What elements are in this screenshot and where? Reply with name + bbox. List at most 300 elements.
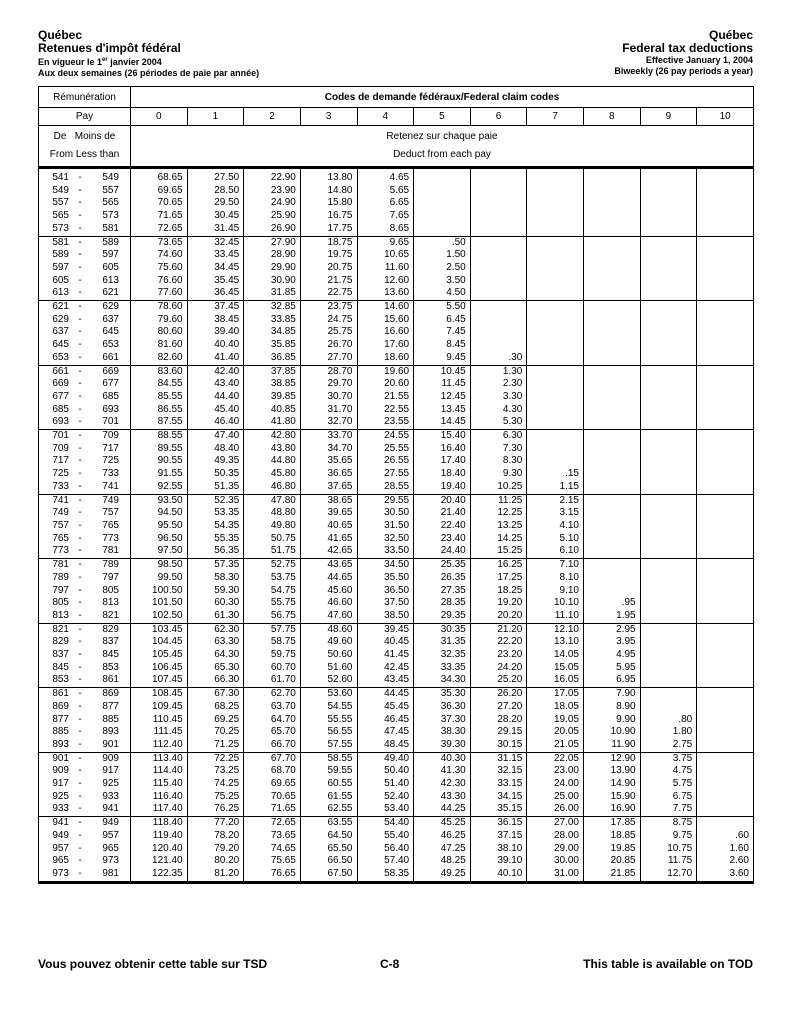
deduction-value	[640, 572, 697, 585]
deduction-value: 22.90	[244, 172, 301, 185]
pay-range	[39, 197, 131, 210]
deduction-value: 60.30	[187, 597, 244, 610]
deduction-value	[697, 236, 754, 249]
deduction-value: 43.40	[187, 378, 244, 391]
deduction-value: 87.55	[131, 416, 188, 429]
range-from: 877	[52, 713, 69, 725]
range-to: 549	[102, 172, 119, 183]
deduction-value: 101.50	[131, 597, 188, 610]
deduction-value	[584, 249, 641, 262]
deduction-value: 13.10	[527, 636, 584, 649]
deduction-value: 14.25	[470, 533, 527, 546]
deduction-value	[640, 404, 697, 417]
range-from: 645	[52, 339, 69, 351]
deduction-value: 17.40	[414, 455, 471, 468]
table-row	[39, 520, 754, 533]
deduction-value: 78.60	[131, 301, 188, 314]
deduction-value	[640, 185, 697, 198]
range-to: 909	[102, 752, 119, 764]
range-dash: -	[78, 313, 82, 325]
deduction-value: 73.25	[187, 765, 244, 778]
deduction-value: 51.60	[300, 662, 357, 675]
deduction-value: 45.25	[414, 817, 471, 830]
deduction-value: 45.40	[187, 404, 244, 417]
deduction-value	[697, 585, 754, 598]
deduction-value: 49.25	[414, 868, 471, 882]
range-from: 541	[52, 172, 69, 183]
pay-range	[39, 597, 131, 610]
claim-code-4: 4	[357, 108, 414, 126]
deduction-value: 1.15	[527, 481, 584, 494]
range-to: 701	[102, 416, 119, 428]
range-dash: -	[78, 507, 82, 519]
range-dash: -	[78, 726, 82, 738]
deduction-value	[640, 636, 697, 649]
range-from: 733	[52, 480, 69, 492]
deduction-value	[640, 545, 697, 558]
deduction-value	[640, 210, 697, 223]
deduction-value: 54.40	[357, 817, 414, 830]
deduction-value: 111.45	[131, 726, 188, 739]
deduction-value: 21.20	[470, 623, 527, 636]
deduction-value: 1.50	[414, 249, 471, 262]
table-row	[39, 339, 754, 352]
range-to: 893	[102, 726, 119, 738]
deduction-value: 72.65	[244, 817, 301, 830]
deduction-value: 46.25	[414, 830, 471, 843]
deduction-value: 34.45	[187, 262, 244, 275]
deduction-value: 33.35	[414, 662, 471, 675]
deduction-value: 119.40	[131, 830, 188, 843]
deduction-value: 23.55	[357, 416, 414, 429]
claim-code-1: 1	[187, 108, 244, 126]
deduction-value	[697, 803, 754, 816]
pay-range	[39, 688, 131, 701]
table-row	[39, 803, 754, 816]
deduction-value: 10.65	[357, 249, 414, 262]
deduction-value: 70.65	[244, 791, 301, 804]
range-from: 781	[52, 559, 69, 571]
deduction-value: 49.40	[357, 752, 414, 765]
pay-range	[39, 352, 131, 365]
deduction-value	[584, 210, 641, 223]
deduction-value: 45.45	[357, 701, 414, 714]
deduction-value	[640, 559, 697, 572]
deduction-value	[697, 610, 754, 623]
deduction-value: 114.40	[131, 765, 188, 778]
deduction-value: 32.35	[414, 649, 471, 662]
deduction-value: 70.25	[187, 726, 244, 739]
deduction-value	[697, 623, 754, 636]
deduction-value: 18.60	[357, 352, 414, 365]
range-from: 549	[52, 184, 69, 196]
deduction-value: 41.65	[300, 533, 357, 546]
deduction-value: 14.80	[300, 185, 357, 198]
deduction-value: 93.50	[131, 494, 188, 507]
deduction-value: 5.75	[640, 778, 697, 791]
deduction-value: 35.85	[244, 339, 301, 352]
deduction-value	[584, 559, 641, 572]
range-to: 981	[102, 867, 119, 879]
deduction-value: 25.20	[470, 674, 527, 687]
deduction-value	[697, 223, 754, 236]
deduction-value	[697, 817, 754, 830]
deduction-value	[640, 275, 697, 288]
deduction-value: 49.35	[187, 455, 244, 468]
deduction-value: 86.55	[131, 404, 188, 417]
deduction-value	[697, 597, 754, 610]
deduction-value: 62.30	[187, 623, 244, 636]
table-row	[39, 468, 754, 481]
range-dash: -	[78, 817, 82, 829]
deduction-value: 63.70	[244, 701, 301, 714]
deduction-value: 9.45	[414, 352, 471, 365]
table-row	[39, 287, 754, 300]
range-from: 853	[52, 674, 69, 686]
deduction-value: 41.30	[414, 765, 471, 778]
deduction-value	[640, 662, 697, 675]
deduction-value: 14.45	[414, 416, 471, 429]
deduction-value: 53.75	[244, 572, 301, 585]
deduction-value	[584, 301, 641, 314]
pay-range	[39, 378, 131, 391]
range-from: 829	[52, 636, 69, 648]
deduction-value: 26.35	[414, 572, 471, 585]
deduction-value: 16.40	[414, 443, 471, 456]
deduction-value: 53.35	[187, 507, 244, 520]
deduction-value: 36.65	[300, 468, 357, 481]
range-from: 629	[52, 313, 69, 325]
table-row	[39, 765, 754, 778]
deduction-value: 31.70	[300, 404, 357, 417]
deduction-value	[697, 352, 754, 365]
deduction-value: .60	[697, 830, 754, 843]
deduction-value: 4.95	[584, 649, 641, 662]
deduction-value: 46.40	[187, 416, 244, 429]
deduction-value: 30.15	[470, 739, 527, 752]
deduction-value	[697, 791, 754, 804]
table-row	[39, 533, 754, 546]
deduction-value: 28.55	[357, 481, 414, 494]
deduction-value	[697, 765, 754, 778]
deduction-value: 5.10	[527, 533, 584, 546]
range-dash: -	[78, 829, 82, 841]
range-from: 797	[52, 584, 69, 596]
deduction-value	[640, 365, 697, 378]
range-to: 661	[102, 351, 119, 363]
deduction-value	[584, 443, 641, 456]
deduction-value: 20.20	[470, 610, 527, 623]
deduction-value: 32.50	[357, 533, 414, 546]
deduction-value: 115.40	[131, 778, 188, 791]
deduction-value: 3.15	[527, 507, 584, 520]
deduction-value: 14.90	[584, 778, 641, 791]
deduction-value: 16.05	[527, 674, 584, 687]
deduction-value: 49.80	[244, 520, 301, 533]
deduction-value: 43.65	[300, 559, 357, 572]
deduction-value: 27.35	[414, 585, 471, 598]
pay-range	[39, 494, 131, 507]
deduction-value: 18.25	[470, 585, 527, 598]
deduction-value	[697, 339, 754, 352]
deduction-value: 100.50	[131, 585, 188, 598]
deduction-value: 12.45	[414, 391, 471, 404]
deduction-value: 80.20	[187, 855, 244, 868]
deduction-value	[697, 662, 754, 675]
deduction-value: 91.55	[131, 468, 188, 481]
range-to: 869	[102, 688, 119, 700]
range-dash: -	[78, 661, 82, 673]
deduction-value: 72.65	[131, 223, 188, 236]
range-from: 589	[52, 249, 69, 261]
table-row	[39, 649, 754, 662]
range-to: 749	[102, 494, 119, 506]
deduction-value: 16.75	[300, 210, 357, 223]
pay-range	[39, 236, 131, 249]
range-dash: -	[78, 480, 82, 492]
deduction-value: 32.85	[244, 301, 301, 314]
deduction-value: 74.25	[187, 778, 244, 791]
pay-range	[39, 249, 131, 262]
deduction-value: .80	[640, 714, 697, 727]
range-from: 933	[52, 803, 69, 815]
deduction-value: 13.90	[584, 765, 641, 778]
range-dash: -	[78, 378, 82, 390]
deduction-value: 69.25	[187, 714, 244, 727]
deduction-value: .30	[470, 352, 527, 365]
deduction-value	[697, 481, 754, 494]
deduction-value: 57.35	[187, 559, 244, 572]
province-fr: Québec	[38, 28, 83, 42]
deduction-value	[584, 326, 641, 339]
footer-right: This table is available on TOD	[583, 957, 753, 971]
table-row	[39, 868, 754, 882]
deduction-value	[527, 404, 584, 417]
deduction-value: 71.65	[244, 803, 301, 816]
deduction-value: .50	[414, 236, 471, 249]
range-dash: -	[78, 636, 82, 648]
deduction-value: 28.00	[527, 830, 584, 843]
deduction-value: 3.30	[470, 391, 527, 404]
deduction-value	[640, 455, 697, 468]
deduction-value: 121.40	[131, 855, 188, 868]
range-to: 613	[102, 274, 119, 286]
deduction-table	[38, 86, 754, 884]
deduction-value: 43.45	[357, 674, 414, 687]
range-to: 885	[102, 713, 119, 725]
table-row	[39, 172, 754, 185]
claim-code-10: 10	[697, 108, 754, 126]
deduction-value	[697, 739, 754, 752]
deduction-value: 21.40	[414, 507, 471, 520]
deduction-value: 47.45	[357, 726, 414, 739]
table-row	[39, 791, 754, 804]
deduction-value: 76.25	[187, 803, 244, 816]
range-from: 773	[52, 545, 69, 557]
deduction-value: 17.25	[470, 572, 527, 585]
deduction-value: 64.50	[300, 830, 357, 843]
deduction-value: 46.80	[244, 481, 301, 494]
range-dash: -	[78, 842, 82, 854]
pay-range	[39, 287, 131, 300]
range-from: 845	[52, 661, 69, 673]
range-to: 853	[102, 661, 119, 673]
table-row	[39, 701, 754, 714]
deduction-value: 12.10	[527, 623, 584, 636]
claim-code-5: 5	[414, 108, 471, 126]
deduction-value: 15.60	[357, 314, 414, 327]
deduction-value	[640, 649, 697, 662]
range-from: 901	[52, 752, 69, 764]
range-dash: -	[78, 765, 82, 777]
deduction-value: 35.65	[300, 455, 357, 468]
deduction-value	[697, 559, 754, 572]
range-from: 557	[52, 197, 69, 209]
deduction-value: 7.75	[640, 803, 697, 816]
range-from: 765	[52, 532, 69, 544]
deduction-value: 58.55	[300, 752, 357, 765]
range-from: 941	[52, 817, 69, 829]
range-to: 709	[102, 430, 119, 442]
deduction-value	[414, 185, 471, 198]
deduction-value: 58.30	[187, 572, 244, 585]
deduction-value: 29.15	[470, 726, 527, 739]
deduction-value: 37.45	[187, 301, 244, 314]
deduction-value: 113.40	[131, 752, 188, 765]
deduction-value	[527, 275, 584, 288]
range-from: 757	[52, 519, 69, 531]
deduction-value: 56.40	[357, 843, 414, 856]
deduction-value: 70.65	[131, 197, 188, 210]
range-from: 653	[52, 351, 69, 363]
deduction-value: 42.45	[357, 662, 414, 675]
range-dash: -	[78, 623, 82, 635]
range-to: 877	[102, 700, 119, 712]
table-row	[39, 714, 754, 727]
pay-range	[39, 572, 131, 585]
deduction-value: 41.80	[244, 416, 301, 429]
table-row	[39, 830, 754, 843]
deduction-value: 62.55	[300, 803, 357, 816]
deduction-value: 8.90	[584, 701, 641, 714]
deduction-value	[470, 223, 527, 236]
deduction-value: 2.15	[527, 494, 584, 507]
table-row	[39, 623, 754, 636]
deduction-value: 38.65	[300, 494, 357, 507]
deduction-value: 21.75	[300, 275, 357, 288]
pay-range	[39, 262, 131, 275]
pay-range	[39, 739, 131, 752]
deduction-value	[584, 533, 641, 546]
pay-range	[39, 868, 131, 882]
deduction-value: 26.00	[527, 803, 584, 816]
deduction-value: 13.80	[300, 172, 357, 185]
range-from: 605	[52, 274, 69, 286]
pay-range	[39, 545, 131, 558]
deduction-value	[697, 507, 754, 520]
deduction-value: 16.25	[470, 559, 527, 572]
deduction-value: 40.30	[414, 752, 471, 765]
deduction-value	[640, 443, 697, 456]
deduction-value: 30.50	[357, 507, 414, 520]
deduction-value	[470, 301, 527, 314]
range-dash: -	[78, 609, 82, 621]
deduction-value: 10.75	[640, 843, 697, 856]
deduction-value	[640, 352, 697, 365]
deduction-value	[584, 507, 641, 520]
pay-range	[39, 803, 131, 816]
range-dash: -	[78, 584, 82, 596]
deduction-value: 26.90	[244, 223, 301, 236]
range-to: 861	[102, 674, 119, 686]
deduction-value: 84.55	[131, 378, 188, 391]
range-from: 949	[52, 829, 69, 841]
deduction-value: 24.20	[470, 662, 527, 675]
deduction-value: 51.35	[187, 481, 244, 494]
deduction-value: 28.35	[414, 597, 471, 610]
deduction-value: 29.35	[414, 610, 471, 623]
deduction-value: 22.40	[414, 520, 471, 533]
deduction-value	[527, 378, 584, 391]
pay-range	[39, 636, 131, 649]
range-to: 821	[102, 609, 119, 621]
deduction-value: 33.45	[187, 249, 244, 262]
pay-range	[39, 817, 131, 830]
range-dash: -	[78, 261, 82, 273]
deduction-value: 40.10	[470, 868, 527, 882]
deduction-value	[527, 172, 584, 185]
deduction-value: 14.05	[527, 649, 584, 662]
deduction-value	[697, 430, 754, 443]
range-dash: -	[78, 713, 82, 725]
header-left	[38, 29, 259, 79]
deduction-value: .15	[527, 468, 584, 481]
range-dash: -	[78, 301, 82, 313]
deduction-value: 30.70	[300, 391, 357, 404]
deduction-value: 7.10	[527, 559, 584, 572]
range-to: 925	[102, 778, 119, 790]
range-dash: -	[78, 442, 82, 454]
deduction-value: 5.95	[584, 662, 641, 675]
deduction-value: 4.75	[640, 765, 697, 778]
deduction-value	[527, 197, 584, 210]
deduction-value: 56.35	[187, 545, 244, 558]
deduction-value: 44.25	[414, 803, 471, 816]
deduction-value	[640, 314, 697, 327]
deduction-value	[584, 585, 641, 598]
deduction-value	[640, 391, 697, 404]
deduction-value: 37.85	[244, 365, 301, 378]
deduction-value	[697, 520, 754, 533]
deduction-value	[697, 172, 754, 185]
deduction-value: 50.60	[300, 649, 357, 662]
deduction-value: 48.80	[244, 507, 301, 520]
deduction-value: 12.70	[640, 868, 697, 882]
range-to: 685	[102, 390, 119, 402]
pay-range	[39, 610, 131, 623]
deduction-value: 4.65	[357, 172, 414, 185]
deduction-value: 27.70	[300, 352, 357, 365]
range-from: 885	[52, 726, 69, 738]
deduction-value: 68.65	[131, 172, 188, 185]
deduction-value	[640, 494, 697, 507]
deduction-value: 10.45	[414, 365, 471, 378]
deduction-value: 50.35	[187, 468, 244, 481]
claim-code-8: 8	[584, 108, 641, 126]
deduction-value: 2.75	[640, 739, 697, 752]
range-from: 973	[52, 867, 69, 879]
deduction-value: 63.55	[300, 817, 357, 830]
